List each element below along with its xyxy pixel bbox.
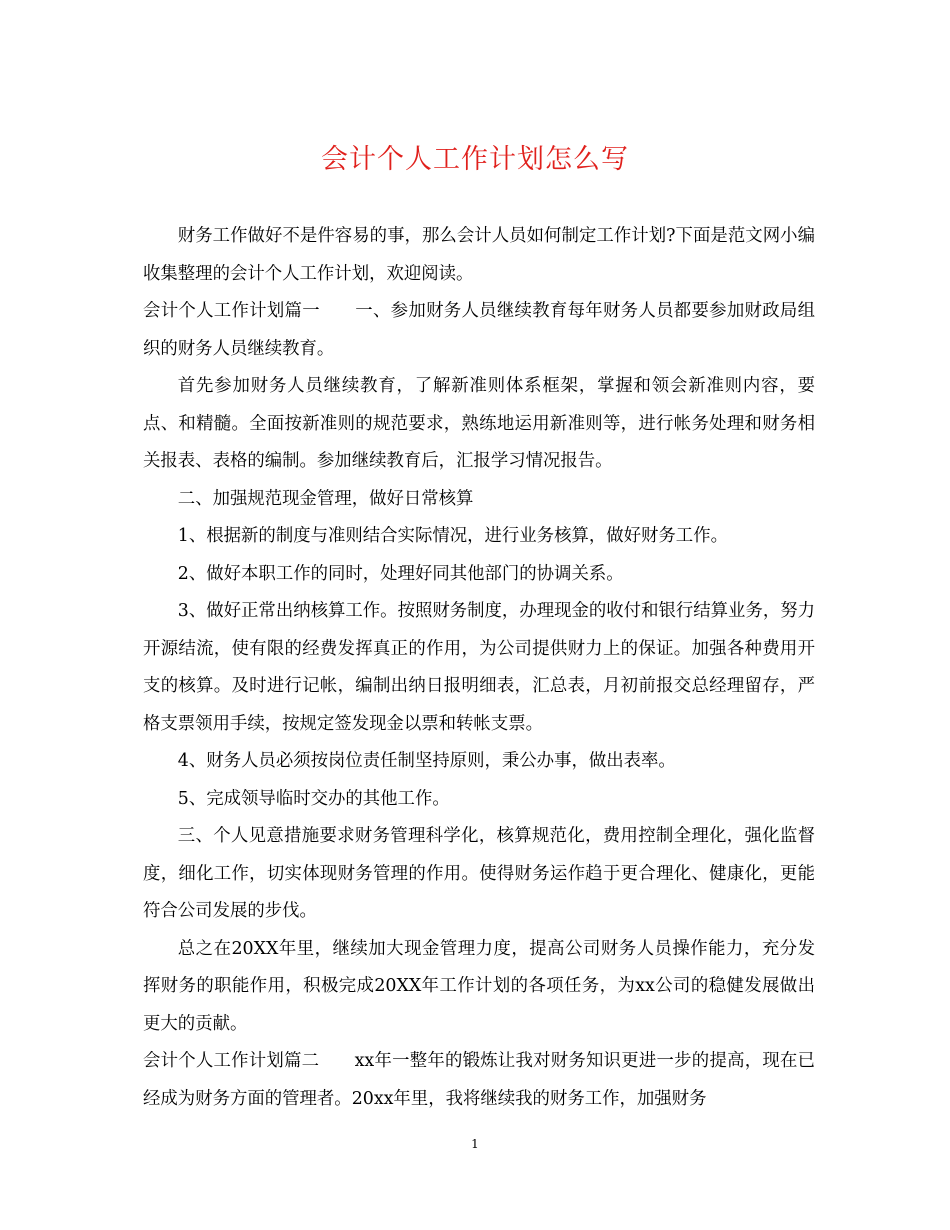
paragraph-item-1: 1、根据新的制度与准则结合实际情况，进行业务核算，做好财务工作。 <box>177 526 728 546</box>
paragraph-item-2: 2、做好本职工作的同时，处理好同其他部门的协调关系。 <box>177 563 624 584</box>
page-number: 1 <box>471 1137 479 1151</box>
paragraph-section-two-heading: 二、加强规范现金管理，做好日常核算 <box>177 488 474 509</box>
paragraph-section-three: 三、个人见意措施要求财务管理科学化，核算规范化，费用控制全理化，强化监督度，细化工作，切实体现财务管理的作用。使得财务运作趋于更合理化、健康化，更能符合公司发展的步伐。 <box>143 826 815 921</box>
paragraph-plan-one-heading: 会计个人工作计划篇一 一、参加财务人员继续教育每年财务人员都要参加财政局组织的财务人员继续教育。 <box>143 301 815 359</box>
paragraph-item-4: 4、财务人员必须按岗位责任制坚持原则，秉公办事，做出表率。 <box>177 751 676 771</box>
page-title: 会计个人工作计划怎么写 <box>321 144 629 175</box>
paragraph-continuing-education: 首先参加财务人员继续教育，了解新准则体系框架，掌握和领会新准则内容，要点、和精髓。全面按新准则的规范要求，熟练地运用新准则等，进行帐务处理和财务相关报表、表格的编制。参加继续教育后，汇报学习情况报告。 <box>143 376 815 471</box>
document-body <box>143 218 815 1118</box>
paragraph-item-5: 5、完成领导临时交办的其他工作。 <box>177 788 450 809</box>
paragraph-item-3: 3、做好正常出纳核算工作。按照财务制度，办理现金的收付和银行结算业务，努力开源结流，使有限的经费发挥真正的作用，为公司提供财力上的保证。加强各种费用开支的核算。及时进行记帐，编制出纳日报明细表，汇总表，月初前报交总经理留存，严格支票领用手续，按规定签发现金以票和转帐支票。 <box>143 601 815 734</box>
paragraph-intro: 财务工作做好不是件容易的事，那么会计人员如何制定工作计划?下面是范文网小编收集整理的会计个人工作计划，欢迎阅读。 <box>143 226 815 284</box>
paragraph-summary: 总之在20XX年里，继续加大现金管理力度，提高公司财务人员操作能力，充分发挥财务的职能作用，积极完成20XX年工作计划的各项任务，为xx公司的稳健发展做出更大的贡献。 <box>143 938 815 1034</box>
paragraph-plan-two-heading: 会计个人工作计划篇二 xx年一整年的锻炼让我对财务知识更进一步的提高，现在已经成为财务方面的管理者。20xx年里，我将继续我的财务工作，加强财务 <box>143 1051 815 1109</box>
